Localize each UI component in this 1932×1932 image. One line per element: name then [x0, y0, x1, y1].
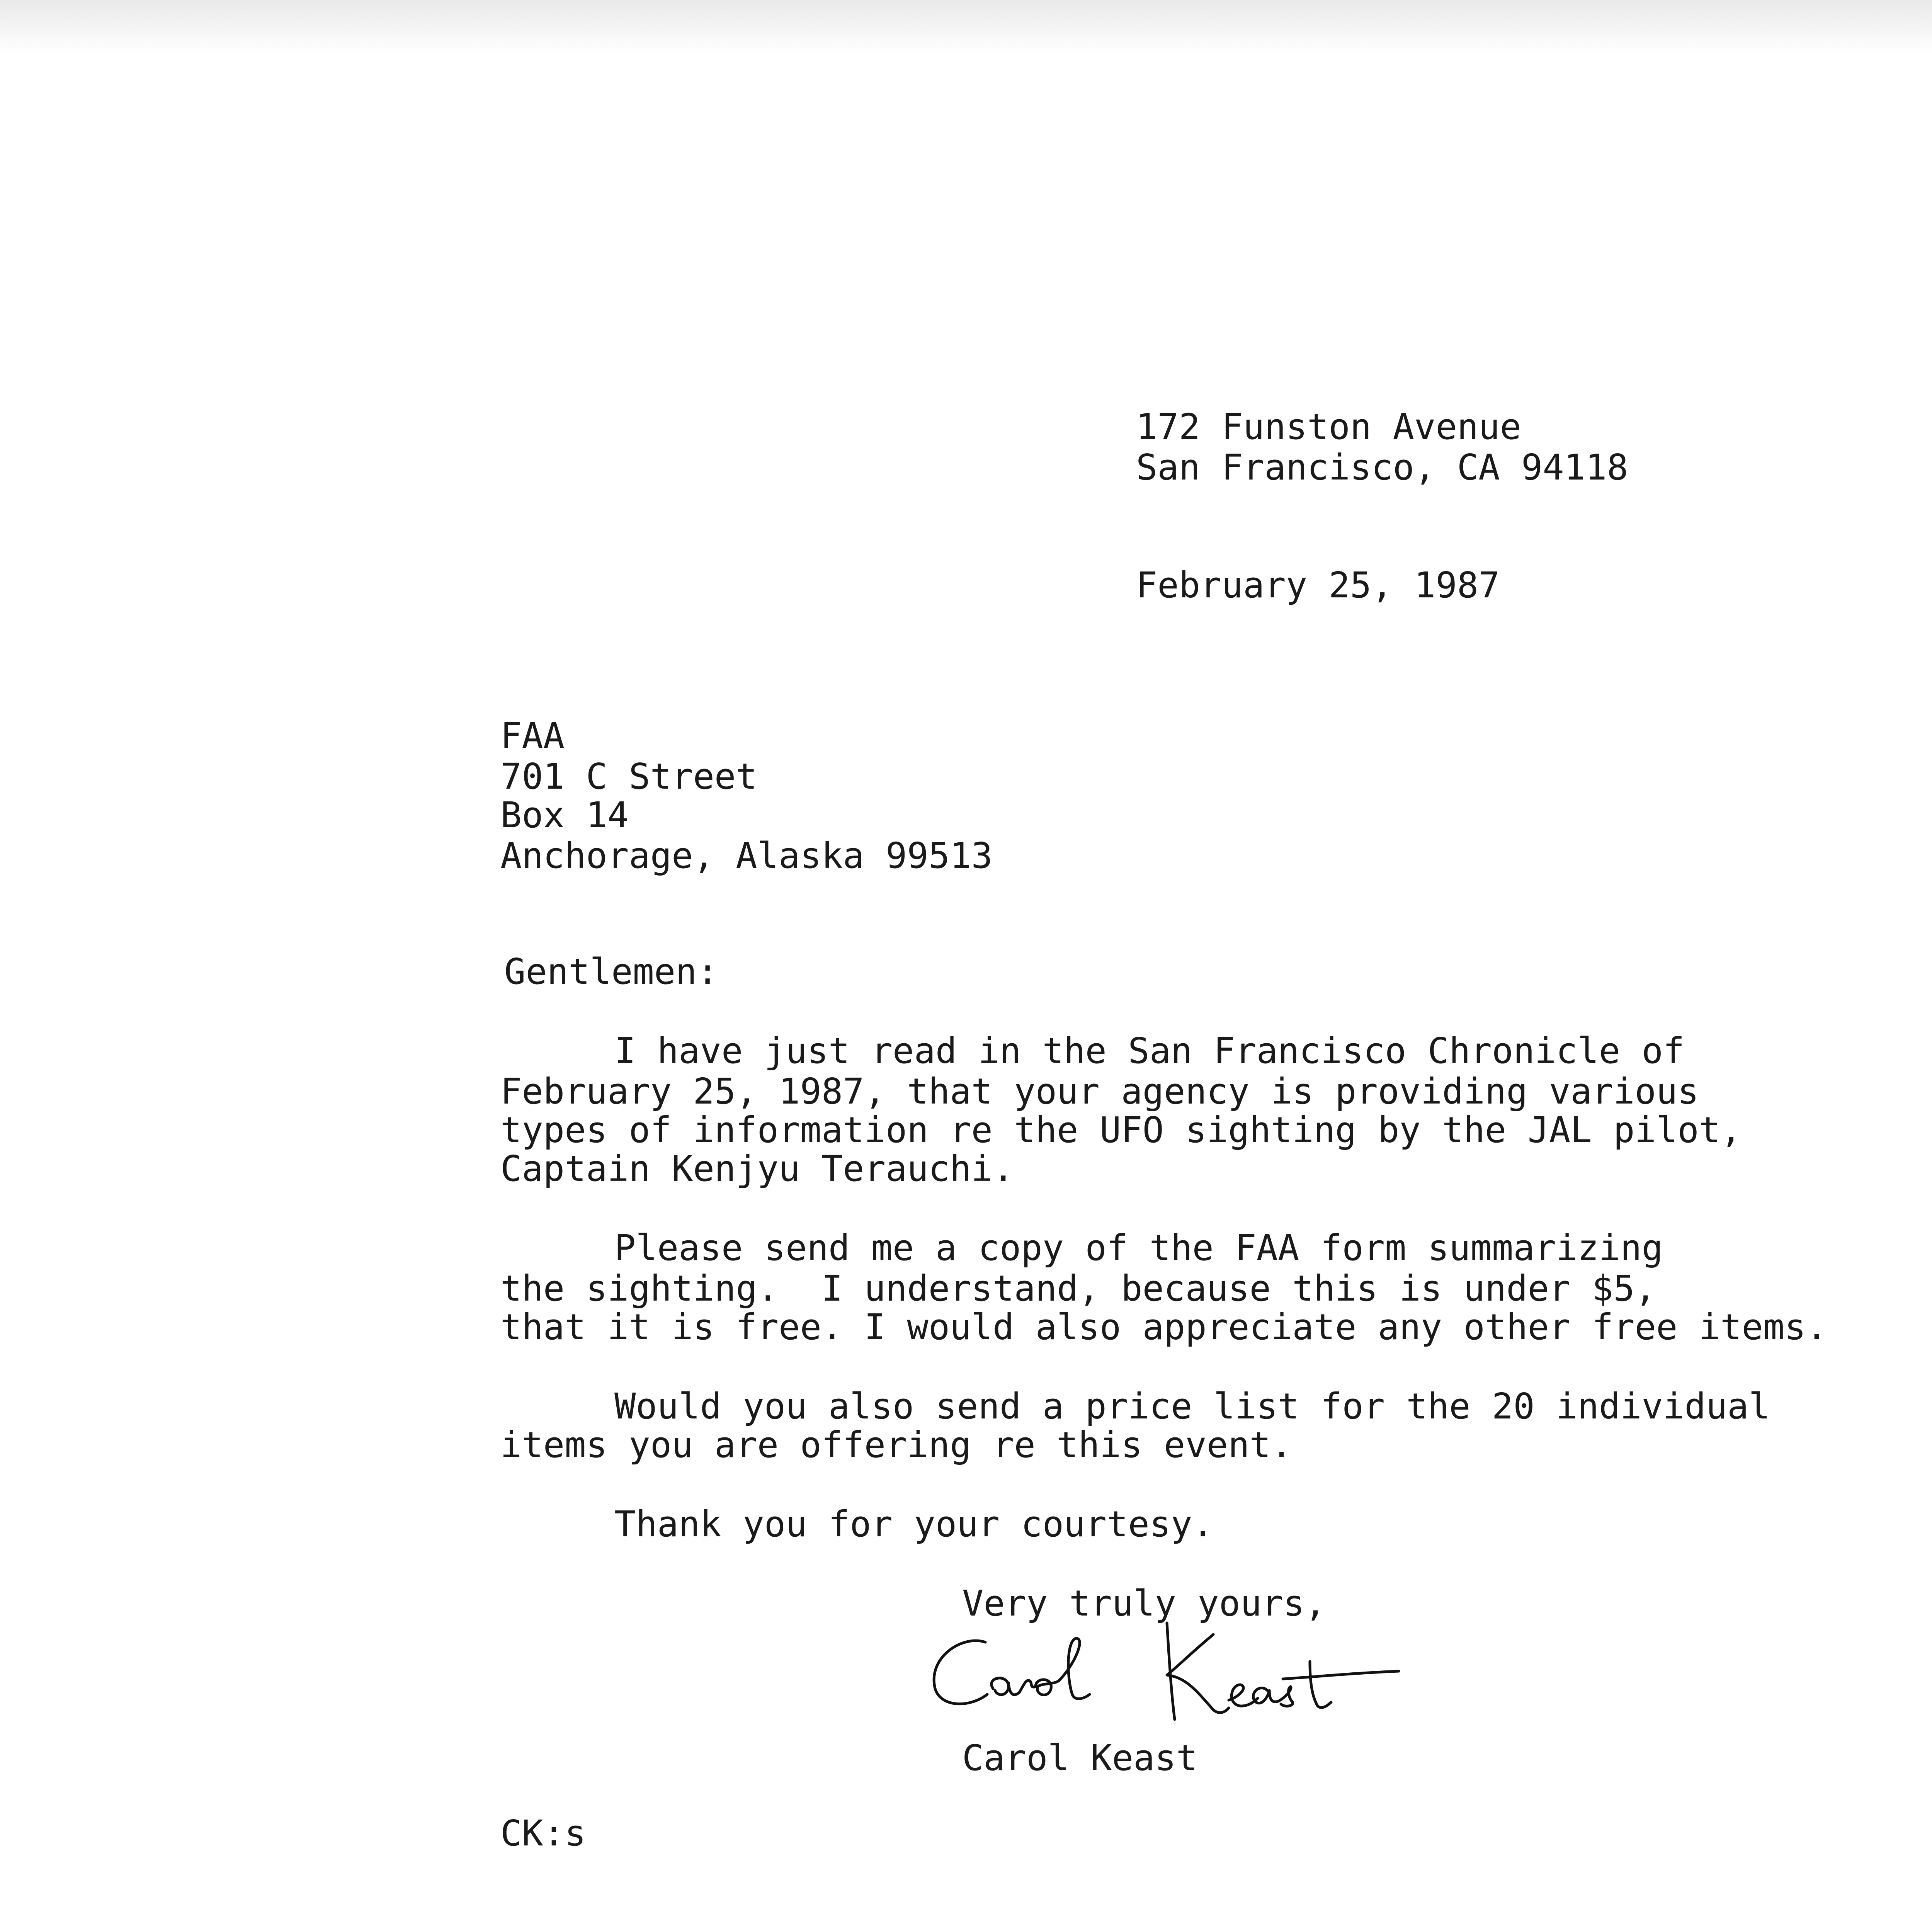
- sender-city: San Francisco, CA 94118: [1136, 447, 1628, 488]
- paragraph-line: Would you also send a price list for the 20 individual: [614, 1386, 1770, 1427]
- paragraph-line: Please send me a copy of the FAA form summarizing: [614, 1227, 1663, 1269]
- typist-initials: CK:s: [500, 1813, 586, 1854]
- recipient-box: Box 14: [500, 794, 629, 836]
- paragraph-line: Thank you for your courtesy.: [614, 1503, 1214, 1545]
- paragraph-line: I have just read in the San Francisco Chronicle of: [614, 1030, 1685, 1071]
- scan-shadow: [0, 0, 1932, 54]
- letter-date: February 25, 1987: [1136, 565, 1500, 606]
- paragraph-line: types of information re the UFO sighting by the JAL pilot,: [500, 1109, 1742, 1151]
- paragraph-line: Captain Kenjyu Terauchi.: [500, 1148, 1014, 1189]
- salutation: Gentlemen:: [504, 951, 718, 992]
- paragraph-line: that it is free. I would also appreciate any other free items.: [500, 1306, 1828, 1348]
- signature-image: [920, 1611, 1414, 1739]
- signer-name: Carol Keast: [962, 1737, 1198, 1779]
- paragraph-line: February 25, 1987, that your agency is providing various: [500, 1071, 1699, 1112]
- sender-street: 172 Funston Avenue: [1136, 406, 1521, 447]
- paragraph-line: the sighting. I understand, because this is under $5,: [500, 1268, 1656, 1309]
- closing: Very truly yours,: [962, 1583, 1326, 1624]
- paragraph-line: items you are offering re this event.: [500, 1424, 1293, 1466]
- recipient-name: FAA: [500, 715, 565, 757]
- recipient-street: 701 C Street: [500, 756, 757, 797]
- recipient-city: Anchorage, Alaska 99513: [500, 835, 993, 876]
